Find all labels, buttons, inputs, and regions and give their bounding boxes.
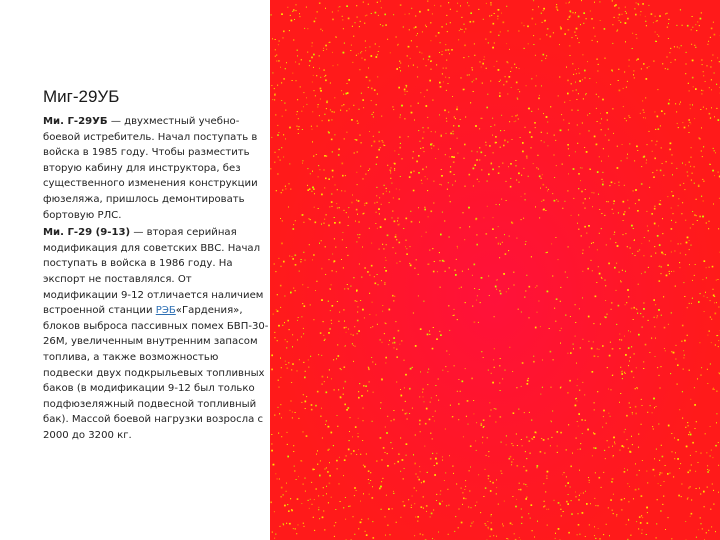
noise-image-canvas bbox=[270, 0, 720, 540]
paragraph-mig29-9-13 bbox=[43, 225, 269, 443]
paragraph-lead: Ми. Г-29 (9-13) bbox=[43, 227, 131, 239]
noise-center-glow bbox=[270, 0, 720, 540]
paragraph-lead: Ми. Г-29УБ bbox=[43, 116, 108, 127]
paragraph-text: — двухместный учебно-боевой истребитель. Начал поступать в войска в 1985 году. Чтобы разместить вторую кабину для инструктора, без существенного изменения конструкции фюзеляжа, пришлось демонтировать бортовую РЛС. bbox=[43, 116, 258, 221]
text-panel bbox=[43, 0, 269, 540]
slide-body bbox=[43, 114, 269, 443]
paragraph-text: «Гардения», блоков выброса пассивных помех БВП-30-26М, увеличенным внутренним запасом топлива, а также возможностью подвески двух подкрыльевых топливных баков (в модификации 9-12 был только подфюзеляжный подвесной топливный бак). Массой боевой нагрузки возросла с 2000 до 3200 кг. bbox=[43, 305, 269, 441]
reb-link[interactable]: РЭБ bbox=[155, 305, 176, 317]
paragraph-text: — вторая серийная модификация для советских ВВС. Начал поступать в войска в 1986 году. На экспорт не поставлялся. От модификации 9-12 отличается наличием встроенной станции bbox=[43, 227, 264, 317]
slide-title: Миг-29УБ bbox=[43, 87, 120, 106]
noise-image bbox=[270, 0, 720, 540]
paragraph-mig29ub bbox=[43, 114, 269, 223]
